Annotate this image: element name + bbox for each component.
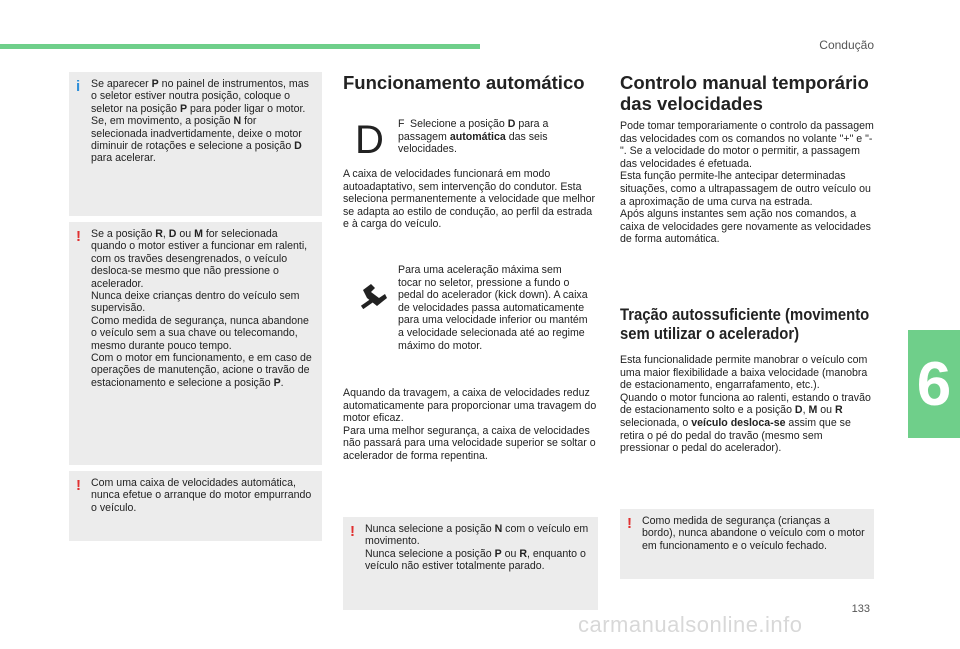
section-title-automatic: Funcionamento automático: [343, 72, 585, 93]
text-span: com o veículo em movimento.: [365, 523, 589, 548]
text-span: Nunca selecione a posição: [365, 547, 495, 560]
paragraph: [365, 548, 590, 573]
safety-text: Para uma melhor segurança, a caixa de velocidades não passará para uma velocidade superior se soltar o acelerador de forma repentina.: [343, 424, 596, 462]
warning-box-2: [69, 471, 322, 541]
text-span: assim que se retira o pé do pedal do travão (mesmo sem pressionar o pedal do acelerador).: [620, 416, 851, 455]
info-box: [69, 72, 322, 216]
pedal-icon: [359, 280, 389, 310]
column-left: [69, 72, 322, 541]
manual-text-2: Esta função permite-lhe antecipar determinadas situações, como a ultrapassagem de outro veículo ou a aproximação de uma curva na estrada.: [620, 170, 871, 208]
text-span: Nunca selecione a posição: [365, 523, 495, 535]
section-title-manual: Controlo manual temporário das velocidades: [620, 72, 869, 114]
warning-icon: !: [76, 477, 81, 494]
bold-text: R: [155, 228, 163, 240]
text-span: Se aparecer: [91, 78, 152, 90]
text-span: ou: [176, 228, 195, 240]
text-span: Selecione a posição: [410, 118, 508, 130]
warning-box-neutral-text: [365, 523, 590, 573]
page-number: 133: [851, 603, 870, 615]
text-span: Com o motor em funcionamento, e em caso de operações de manutenção, acione o travão de estacionamento e selecione a posição: [91, 352, 312, 389]
warning-icon: !: [627, 515, 632, 532]
text-span: Se, em movimento, a posição: [91, 115, 234, 128]
bold-text: D: [507, 118, 516, 130]
text-span: para poder ligar o motor.: [187, 102, 306, 115]
warning-box-1-text: [91, 228, 314, 389]
paragraph: [365, 523, 590, 548]
select-d-instruction: [398, 118, 588, 156]
creep-text-2: [620, 392, 874, 455]
text-span: Nunca deixe crianças dentro do veículo sem supervisão.: [91, 290, 300, 315]
kickdown-paragraph: Para uma aceleração máxima sem tocar no seletor, pressione a fundo o pedal do acelerador (kick down). A caixa de velocidades passa automaticamente para uma velocidade inferior ou mantém a velocidade selecionada até ao regime máximo do motor.: [398, 264, 588, 352]
creep-paragraphs: [620, 354, 874, 455]
warning-icon: !: [76, 228, 81, 245]
bold-text: R: [519, 547, 527, 560]
bold-text: P: [151, 78, 159, 90]
chapter-tab: 6: [908, 330, 960, 438]
select-d-text: [398, 118, 548, 155]
bold-text: M: [194, 228, 203, 240]
warning-box-2-text: Com uma caixa de velocidades automática, nunca efetue o arranque do motor empurrando o veículo.: [91, 477, 312, 514]
text-span: for selecionada inadvertidamente, deixe o motor diminuir de rotações e selecione a posição: [91, 115, 302, 153]
bold-text: automática: [449, 130, 506, 143]
text-span: , enquanto o veículo não estiver totalmente parado.: [365, 547, 586, 573]
column-middle: [343, 72, 598, 612]
text-span: for selecionada quando o motor estiver a funcionar em ralenti, com os travões desengrenados, o veículo desloca-se mesmo que não pressione o acelerador.: [91, 228, 308, 290]
manual-text-1: Pode tomar temporariamente o controlo da passagem das velocidades com os comandos no volante "+" e "-". Se a velocidade do motor o permitir, a passagem das velocidades é efetuada.: [620, 120, 874, 170]
warning-box-children-text: Como medida de segurança (crianças a bordo), nunca abandone o veículo com o motor em funcionamento e o veículo fechado.: [642, 515, 865, 552]
bold-text: N: [494, 523, 503, 535]
bullet-arrow: F: [398, 118, 405, 130]
braking-text: Aquando da travagem, a caixa de velocidades reduz automaticamente para proporcionar uma travagem do motor eficaz.: [343, 387, 597, 425]
manual-paragraphs: [620, 120, 874, 246]
bold-text: D: [794, 404, 803, 417]
text-span: .: [280, 376, 284, 389]
chapter-title: Condução: [819, 38, 874, 52]
bold-text: D: [168, 228, 177, 240]
column-right: [620, 72, 874, 592]
bold-text: veículo desloca-se: [691, 416, 786, 429]
automatic-paragraph: A caixa de velocidades funcionará em modo autoadaptativo, sem intervenção do condutor. Esta seleciona permanentemente a velocidade que melhor se adapta ao estilo de condução, ao perfil da estrada e à carga do veículo.: [343, 168, 596, 231]
bold-text: N: [233, 115, 242, 128]
bold-text: P: [494, 547, 502, 560]
warning-icon: !: [350, 523, 355, 540]
text-span: ,: [162, 228, 169, 240]
text-span: para acelerar.: [91, 152, 156, 165]
bold-text: P: [273, 376, 281, 389]
braking-paragraphs: [343, 387, 598, 463]
info-icon: i: [76, 78, 81, 95]
info-box-text: [91, 78, 314, 165]
bold-text: M: [808, 404, 818, 417]
text-span: para a passagem: [398, 118, 549, 143]
text-span: das seis velocidades.: [398, 130, 548, 156]
text-span: ou: [817, 404, 835, 417]
text-span: selecionada, o: [620, 416, 692, 429]
section-subtitle-creep: Tração autossuficiente (movimento sem utilizar o acelerador): [620, 306, 870, 343]
text-span: Como medida de segurança, nunca abandone o veículo sem a sua chave ou telecomando, mesmo durante pouco tempo.: [91, 314, 309, 352]
header-accent-bar: [0, 44, 480, 49]
bold-text: R: [834, 404, 843, 417]
paragraph: [91, 228, 314, 290]
text-span: ou: [501, 547, 520, 560]
bold-text: P: [179, 102, 188, 115]
bold-text: D: [294, 140, 302, 153]
paragraph: [91, 352, 314, 389]
text-span: Quando o motor funciona ao ralenti, estando o travão de estacionamento solto e a posição: [620, 391, 871, 417]
paragraph: [91, 78, 314, 115]
warning-box-children: [620, 509, 874, 579]
creep-text-1: Esta funcionalidade permite manobrar o veículo com uma maior flexibilidade a baixa velocidade (manobra de estacionamento, engarrafamento, etc.).: [620, 354, 868, 392]
warning-box-1: [69, 222, 322, 465]
paragraph: [91, 290, 314, 315]
text-span: no painel de instrumentos, mas o seletor estiver noutra posição, coloque o seletor na posição: [91, 78, 309, 115]
text-span: ,: [802, 404, 809, 417]
watermark: carmanualsonline.info: [578, 612, 803, 637]
gear-d-letter: D: [355, 118, 384, 162]
paragraph: [91, 315, 314, 352]
paragraph: [91, 115, 314, 165]
text-span: Se a posição: [91, 228, 156, 240]
warning-box-neutral: [343, 517, 598, 610]
manual-text-3: Após alguns instantes sem ação nos comandos, a caixa de velocidades gere novamente as velocidades de forma automática.: [620, 208, 871, 246]
